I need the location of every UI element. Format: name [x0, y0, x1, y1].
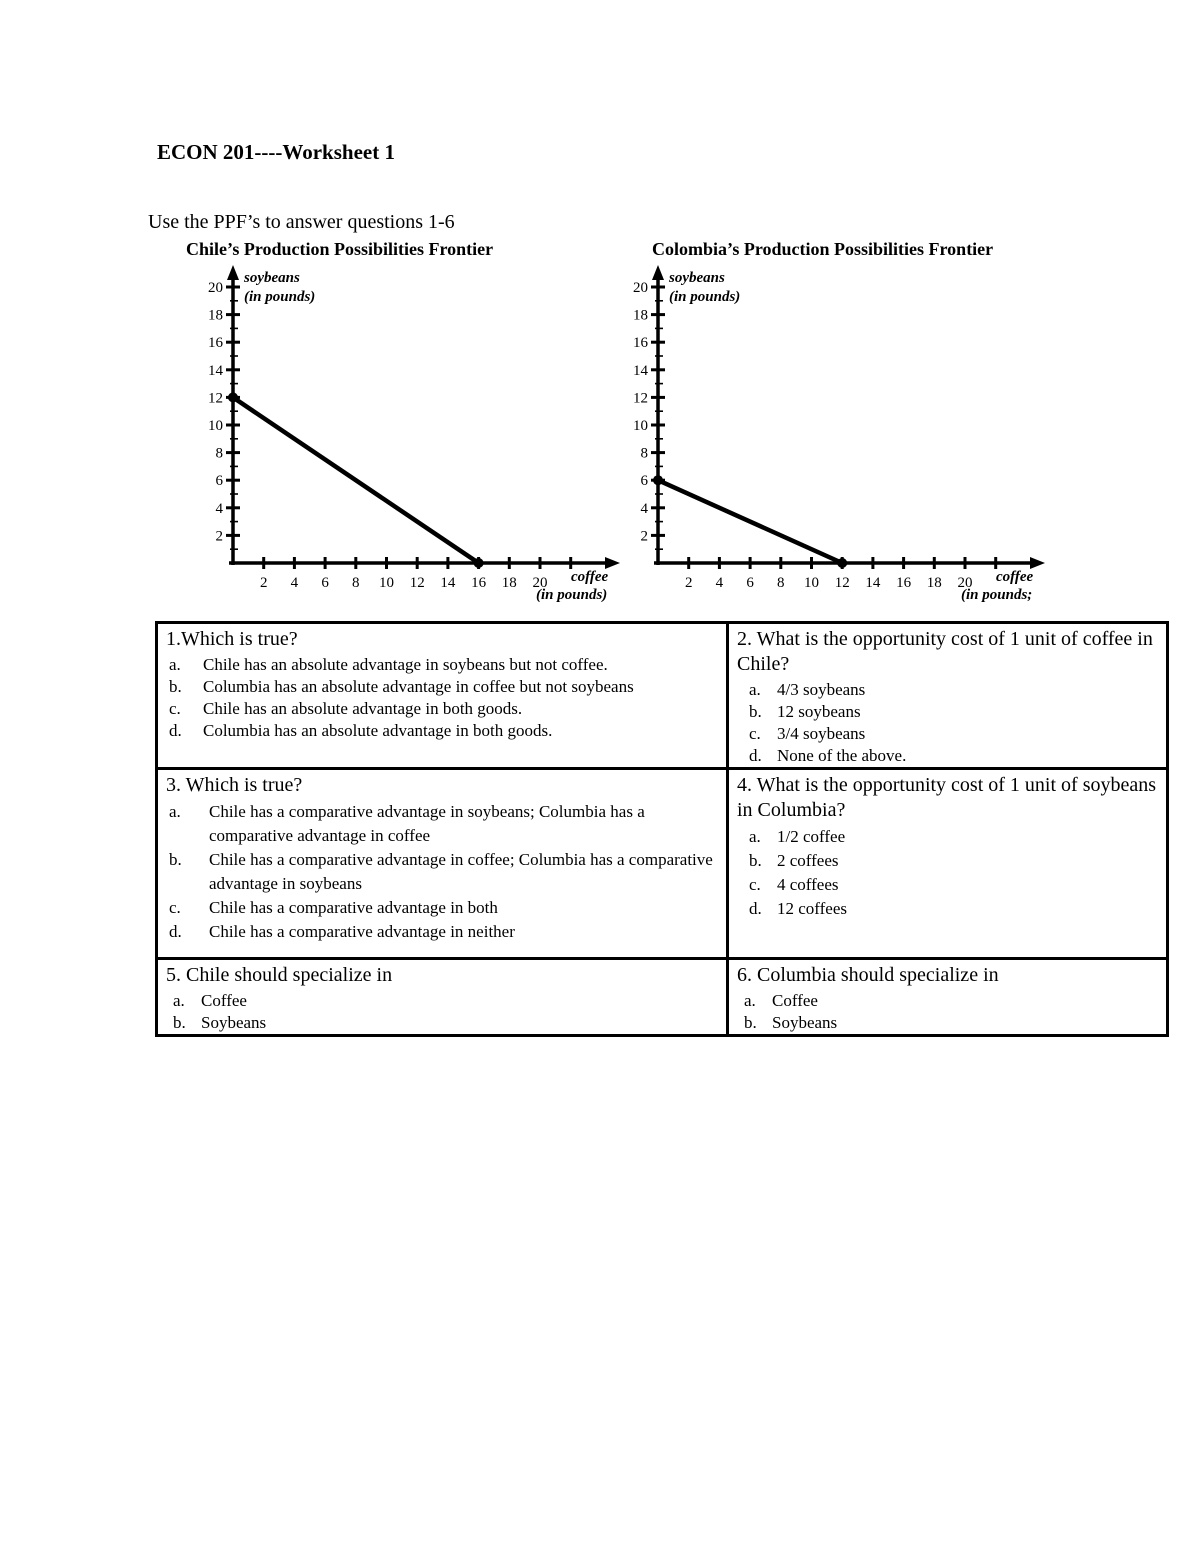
option-list [166, 990, 718, 1034]
option-list [737, 990, 1158, 1034]
option-text: 2 coffees [777, 851, 839, 870]
option-letter: d. [169, 922, 182, 941]
option-letter: d. [169, 721, 182, 740]
ppf-line [658, 480, 842, 563]
x-tick-label: 10 [804, 575, 819, 591]
option-row [737, 745, 1158, 767]
option-letter: c. [169, 699, 181, 718]
option-row [737, 825, 1158, 849]
option-list [737, 679, 1158, 767]
option-row [737, 849, 1158, 873]
option-letter: c. [169, 898, 181, 917]
option-text: 3/4 soybeans [777, 724, 866, 743]
x-tick-label: 2 [259, 575, 268, 591]
option-letter: d. [749, 746, 762, 765]
x-tick-label: 14 [865, 575, 881, 591]
option-text: 12 soybeans [777, 702, 861, 721]
option-row [737, 990, 1158, 1012]
option-text: Coffee [201, 991, 247, 1010]
x-axis-label: coffee [996, 569, 1034, 585]
option-text: Coffee [772, 991, 818, 1010]
option-row [737, 873, 1158, 897]
y-tick-label: 16 [633, 335, 648, 352]
option-letter: a. [169, 802, 181, 821]
x-axis-sublabel: (in pounds) [536, 587, 608, 603]
option-letter: c. [749, 875, 761, 894]
y-tick-label: 14 [633, 362, 648, 379]
x-tick-label: 2 [684, 575, 693, 591]
question-title: 3. Which is true? [166, 774, 303, 796]
option-text: Soybeans [201, 1013, 267, 1032]
x-axis-sublabel: (in pounds; [961, 587, 1033, 603]
question-title: 1.Which is true? [166, 628, 298, 650]
option-row [166, 1012, 718, 1034]
y-axis-arrow-icon [652, 265, 664, 280]
option-text: Columbia has an absolute advantage in both goods. [203, 721, 553, 740]
option-text: Chile has an absolute advantage in soybeans but not coffee. [203, 655, 608, 674]
question-cell-2 [728, 623, 1168, 769]
x-tick-label: 12 [834, 575, 850, 591]
option-text: 4 coffees [777, 875, 839, 894]
x-tick-label: 8 [777, 575, 785, 591]
option-letter: b. [744, 1013, 757, 1032]
option-row [166, 698, 718, 720]
option-text: Chile has a comparative advantage in both [209, 898, 498, 917]
option-text: 1/2 coffee [777, 827, 846, 846]
option-letter: b. [169, 677, 182, 696]
y-tick-label: 14 [208, 362, 223, 379]
x-tick-label: 4 [290, 575, 299, 591]
y-tick-label: 6 [640, 473, 648, 490]
page-title: ECON 201----Worksheet 1 [157, 140, 395, 164]
option-letter: b. [749, 702, 762, 721]
option-text: Soybeans [772, 1013, 838, 1032]
y-tick-label: 18 [633, 307, 648, 324]
chile-chart-title: Chile’s Production Possibilities Frontier [186, 239, 494, 259]
option-text: Chile has a comparative advantage in soybeans; Columbia has a comparative advantage in coffee [209, 802, 645, 845]
option-list [737, 825, 1158, 921]
option-row [166, 800, 718, 848]
option-text: Chile has a comparative advantage in coffee; Columbia has a comparative advantage in soybeans [209, 850, 713, 893]
y-tick-label: 10 [208, 418, 223, 434]
x-tick-label: 16 [896, 575, 912, 591]
x-tick-label: 6 [746, 575, 754, 591]
question-title: 4. What is the opportunity cost of 1 unit of soybeans in Columbia? [737, 774, 1157, 821]
option-row [166, 676, 718, 698]
x-tick-label: 12 [409, 575, 425, 591]
y-tick-label: 2 [215, 528, 223, 545]
question-cell-5 [157, 959, 728, 1036]
chile-ppf-chart [185, 263, 630, 608]
question-title: 6. Columbia should specialize in [737, 964, 999, 986]
x-tick-label: 14 [440, 575, 456, 591]
colombia-ppf-chart [610, 263, 1055, 608]
option-letter: a. [173, 991, 185, 1010]
question-title: 2. What is the opportunity cost of 1 unit of coffee in Chile? [737, 628, 1153, 675]
y-tick-label: 10 [633, 418, 648, 434]
ppf-endpoint [474, 558, 484, 568]
option-row [166, 896, 718, 920]
option-text: Columbia has an absolute advantage in coffee but not soybeans [203, 677, 634, 696]
option-letter: a. [169, 655, 181, 674]
x-tick-label: 6 [321, 575, 329, 591]
x-tick-label: 16 [471, 575, 487, 591]
y-axis-label: soybeans [244, 270, 300, 286]
option-text: Chile has an absolute advantage in both goods. [203, 699, 523, 718]
x-tick-label: 10 [379, 575, 394, 591]
question-cell-1 [157, 623, 728, 769]
ppf-endpoint [653, 475, 663, 485]
y-tick-label: 12 [208, 390, 223, 407]
option-text: 4/3 soybeans [777, 680, 866, 699]
option-list [166, 800, 718, 944]
option-row [737, 723, 1158, 745]
y-tick-label: 2 [640, 528, 648, 545]
option-row [737, 897, 1158, 921]
y-tick-label: 4 [215, 500, 223, 517]
option-letter: a. [744, 991, 756, 1010]
ppf-line [233, 397, 479, 563]
y-axis-sublabel: (in pounds) [244, 289, 316, 305]
option-row [737, 1012, 1158, 1034]
questions-table [155, 621, 1169, 1037]
option-text: Chile has a comparative advantage in neither [209, 922, 515, 941]
y-tick-label: 16 [208, 335, 223, 352]
y-axis-arrow-icon [227, 265, 239, 280]
option-letter: b. [169, 850, 182, 869]
ppf-endpoint [228, 392, 238, 402]
colombia-chart-title: Colombia’s Production Possibilities Frontier [652, 239, 994, 259]
option-row [166, 848, 718, 896]
y-axis-label: soybeans [669, 270, 725, 286]
x-tick-label: 18 [501, 575, 517, 591]
x-tick-label: 4 [715, 575, 724, 591]
question-cell-4 [728, 769, 1168, 959]
option-row [166, 990, 718, 1012]
option-letter: b. [173, 1013, 186, 1032]
x-tick-label: 20 [957, 575, 973, 591]
option-text: 12 coffees [777, 899, 848, 918]
y-tick-label: 20 [208, 280, 223, 296]
x-tick-label: 18 [926, 575, 942, 591]
option-row [737, 679, 1158, 701]
question-cell-3 [157, 769, 728, 959]
y-tick-label: 6 [215, 473, 223, 490]
y-tick-label: 8 [640, 445, 648, 462]
x-tick-label: 8 [352, 575, 360, 591]
y-tick-label: 8 [215, 445, 223, 462]
question-title: 5. Chile should specialize in [166, 964, 393, 986]
y-tick-label: 20 [633, 280, 648, 296]
option-row [166, 720, 718, 742]
x-tick-label: 20 [532, 575, 548, 591]
y-tick-label: 4 [640, 500, 648, 517]
question-cell-6 [728, 959, 1168, 1036]
y-tick-label: 12 [633, 390, 648, 407]
option-row [166, 920, 718, 944]
option-letter: b. [749, 851, 762, 870]
y-axis-sublabel: (in pounds) [669, 289, 741, 305]
option-letter: d. [749, 899, 762, 918]
option-row [166, 654, 718, 676]
x-axis-arrow-icon [1030, 557, 1045, 569]
y-tick-label: 18 [208, 307, 223, 324]
instruction-text: Use the PPF’s to answer questions 1-6 [148, 211, 455, 233]
x-axis-label: coffee [571, 569, 609, 585]
option-row [737, 701, 1158, 723]
option-letter: a. [749, 680, 761, 699]
option-letter: c. [749, 724, 761, 743]
option-text: None of the above. [777, 746, 907, 765]
option-list [166, 654, 718, 742]
ppf-endpoint [837, 558, 847, 568]
option-letter: a. [749, 827, 761, 846]
